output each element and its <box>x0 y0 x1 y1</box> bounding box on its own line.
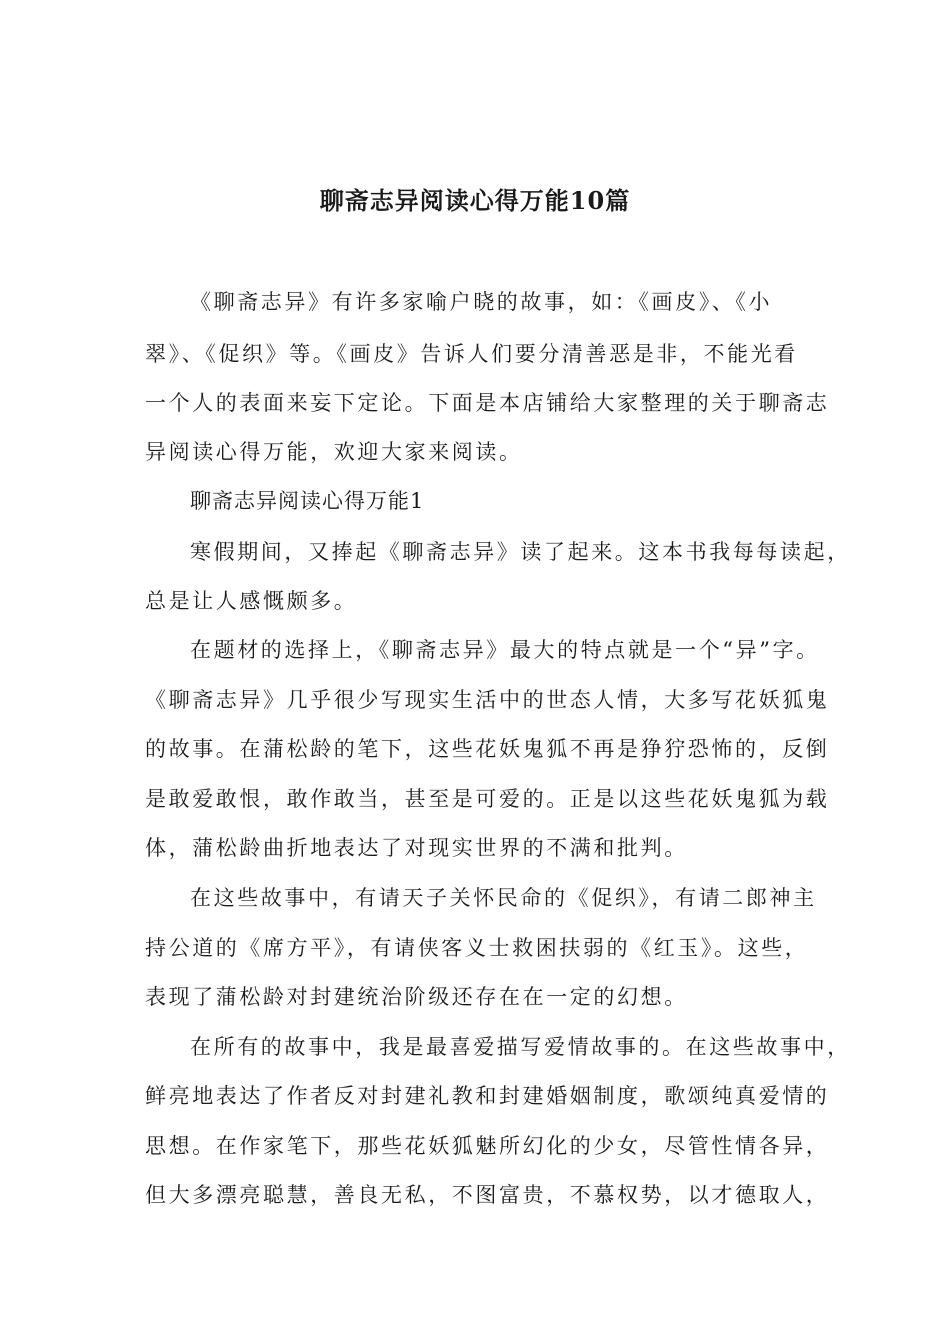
paragraph-line: 体，蒲松龄曲折地表达了对现实世界的不满和批判。 <box>145 836 688 860</box>
paragraph-line: 但大多漂亮聪慧，善良无私，不图富贵，不慕权势，以才德取人， <box>145 1183 830 1207</box>
document-title: 聊斋志异阅读心得万能10篇 <box>319 186 631 215</box>
section-heading: 聊斋志异阅读心得万能1 <box>190 489 425 513</box>
paragraph-line: 思想。在作家笔下，那些花妖狐魅所幻化的少女，尽管性情各异， <box>145 1134 830 1158</box>
paragraph-line: 的故事。在蒲松龄的笔下，这些花妖鬼狐不再是狰狞恐怖的，反倒 <box>145 737 830 761</box>
paragraph-line: 异阅读心得万能，欢迎大家来阅读。 <box>145 440 523 464</box>
paragraph-line: 翠》、《促织》等。《画皮》告诉人们要分清善恶是非，不能光看 <box>145 342 798 366</box>
paragraph-line: 持公道的《席方平》，有请侠客义士救困扶弱的《红玉》。这些， <box>145 936 809 960</box>
paragraph-line: 是敢爱敢恨，敢作敢当，甚至是可爱的。正是以这些花妖鬼狐为载 <box>145 787 830 811</box>
paragraph-line: 鲜亮地表达了作者反对封建礼教和封建婚姻制度，歌颂纯真爱情的 <box>145 1084 830 1108</box>
paragraph-line: 寒假期间，又捧起《聊斋志异》读了起来。这本书我每每读起， <box>190 540 851 564</box>
paragraph-line: 在所有的故事中，我是最喜爱描写爱情故事的。在这些故事中， <box>190 1035 851 1059</box>
paragraph-line: 表现了蒲松龄对封建统治阶级还存在在一定的幻想。 <box>145 985 688 1009</box>
paragraph-line: 一个人的表面来妄下定论。下面是本店铺给大家整理的关于聊斋志 <box>145 391 830 415</box>
paragraph-line: 总是让人感慨颇多。 <box>145 589 358 613</box>
paragraph-line: 在这些故事中，有请天子关怀民命的《促织》，有请二郎神主 <box>190 886 817 910</box>
paragraph-line: 在题材的选择上，《聊斋志异》最大的特点就是一个“异”字。 <box>190 638 820 662</box>
paragraph-line: 《聊斋志异》有许多家喻户晓的故事，如：《画皮》、《小 <box>190 290 773 314</box>
paragraph-line: 《聊斋志异》几乎很少写现实生活中的世态人情，大多写花妖狐鬼 <box>145 688 830 712</box>
